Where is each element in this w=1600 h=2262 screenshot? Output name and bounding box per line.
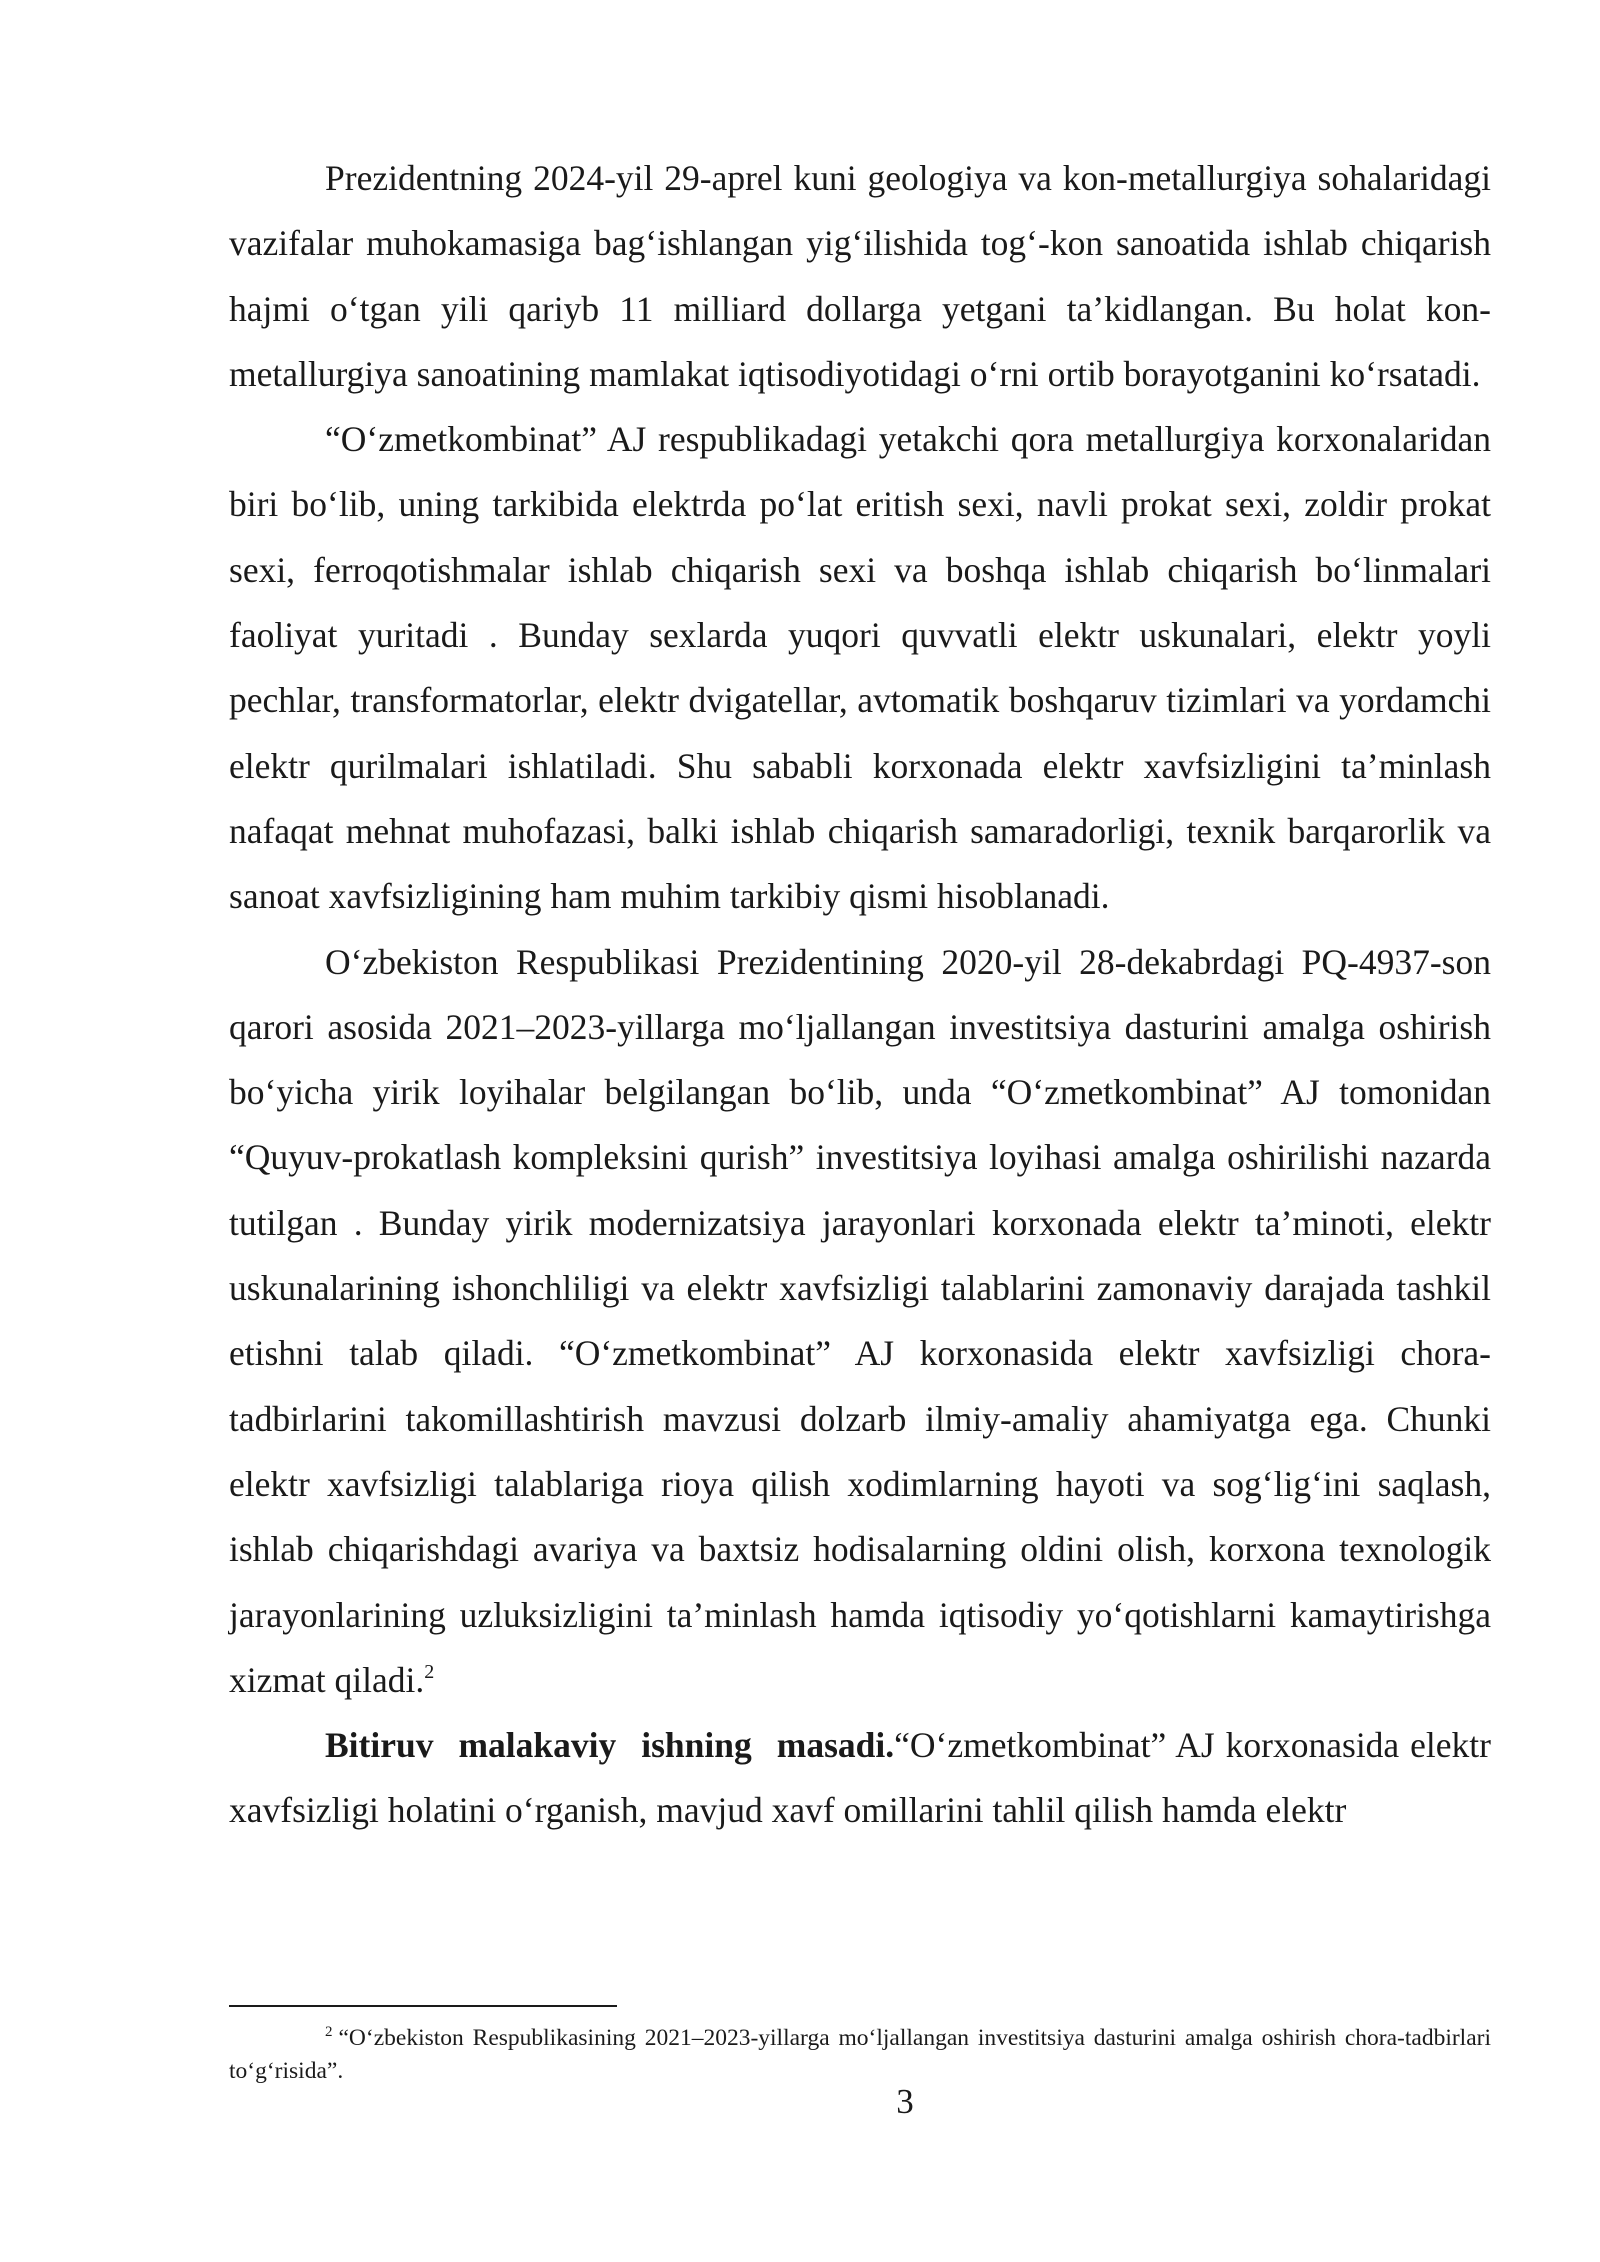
paragraph-text: Prezidentning 2024-yil 29-aprel kuni geologiya va kon-metallurgiya sohalaridagi vazifalar muhokamasiga bag‘ishlangan yig‘ilishida tog‘-kon sanoatida ishlab chiqarish hajmi o‘tgan yili qariyb 11 milliard dollarga yetgani ta’kidlangan. Bu holat kon-metallurgiya sanoatining mamlakat iqtisodiyotidagi o‘rni ortib borayotganini ko‘rsatadi. [229,158,1491,394]
paragraph-text: O‘zbekiston Respublikasi Prezidentining 2020-yil 28-dekabrdagi PQ-4937-son qarori asosida 2021–2023-yillarga mo‘ljallangan investitsiya dasturini amalga oshirish bo‘yicha yirik loyihalar belgilangan bo‘lib, unda “O‘zmetkombinat” AJ tomonidan “Quyuv-prokatlash kompleksini qurish” investitsiya loyihasi amalga oshirilishi nazarda tutilgan . Bunday yirik modernizatsiya jarayonlari korxonada elektr ta’minoti, elektr uskunalarining ishonchliligi va elektr xavfsizligi talablarini zamonaviy darajada tashkil etishni talab qiladi. “O‘zmetkombinat” AJ korxonasida elektr xavfsizligi chora-tadbirlarini takomillashtirish mavzusi dolzarb ilmiy-amaliy ahamiyatga ega. Chunki elektr xavfsizligi talablariga rioya qilish xodimlarning hayoti va sog‘lig‘ini saqlash, ishlab chiqarishdagi avariya va baxtsiz hodisalarning oldini olish, korxona texnologik jarayonlarining uzluksizligini ta’minlash hamda iqtisodiy yo‘qotishlarni kamaytirishga xizmat qiladi. [229,941,1491,1700]
footnote [229,2022,1491,2088]
paragraph-text: “O‘zmetkombinat” AJ korxonasida elektr xavfsizligi holatini o‘rganish, mavjud xavf omillarini tahlil qilish hamda elektr [229,1725,1491,1831]
footnote-reference[interactable]: 2 [424,1660,435,1683]
footnote-separator [229,2005,617,2007]
paragraph-presidential-meeting [229,146,1491,407]
body-text [229,146,1491,1844]
section-lead-heading: Bitiruv malakaviy ishning masadi. [325,1725,895,1766]
paragraph-text: “O‘zmetkombinat” AJ respublikadagi yetakchi qora metallurgiya korxonalaridan biri bo‘lib, uning tarkibida elektrda po‘lat eritish sexi, navli prokat sexi, zoldir prokat sexi, ferroqotishmalar ishlab chiqarish sexi va boshqa ishlab chiqarish bo‘linmalari faoliyat yuritadi . Bunday sexlarda yuqori quvvatli elektr uskunalari, elektr yoyli pechlar, transformatorlar, elektr dvigatellar, avtomatik boshqaruv tizimlari va yordamchi elektr qurilmalari ishlatiladi. Shu sababli korxonada elektr xavfsizligini ta’minlash nafaqat mehnat muhofazasi, balki ishlab chiqarish samaradorligi, texnik barqarorlik va sanoat xavfsizligining ham muhim tarkibiy qismi hisoblanadi. [229,419,1491,917]
paragraph-investment-program [229,930,1491,1714]
paragraph-uzmetkombinat-overview [229,407,1491,929]
paragraph-thesis-goal [229,1713,1491,1844]
page-number: 3 [896,2082,914,2121]
footnote-text: “O‘zbekiston Respublikasining 2021–2023-yillarga mo‘ljallangan investitsiya dasturini amalga oshirish chora-tadbirlari to‘g‘risida”. [229,2025,1491,2084]
footnote-mark: 2 [325,2024,333,2040]
